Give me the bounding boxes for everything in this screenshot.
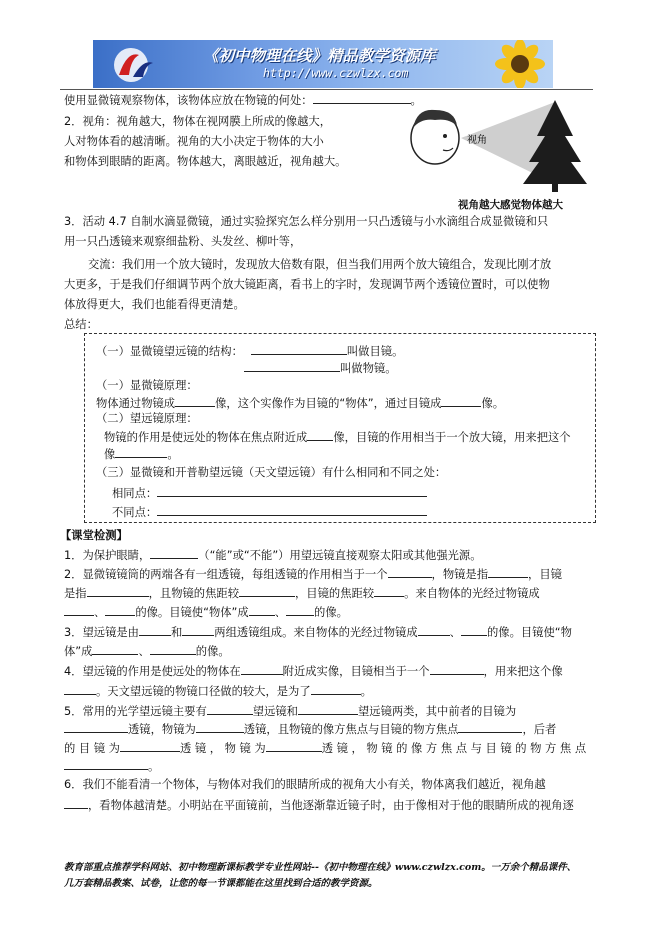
header-divider xyxy=(60,89,593,90)
answer-blank[interactable] xyxy=(175,395,215,407)
answer-blank[interactable] xyxy=(374,585,404,597)
answer-blank[interactable] xyxy=(298,703,358,715)
answer-blank[interactable] xyxy=(266,740,322,752)
answer-blank[interactable] xyxy=(458,721,522,733)
answer-blank[interactable] xyxy=(64,758,148,770)
quiz-q4-line2: 。天文望远镜的物镜口径做的较大，是为了 。 xyxy=(64,683,372,699)
answer-blank[interactable] xyxy=(388,566,432,578)
item2-line2: 人对物体看的越清晰。视角的大小决定于物体的大小 xyxy=(64,135,324,148)
footer-line2: 几万套精品教案、试卷，让您的每一节课都能在这里找到合适的教学资源。 xyxy=(64,878,378,889)
exchange-line2: 大更多，于是我们仔细调节两个放大镜距离，看书上的字时，发现调节两个透镜位置时，可以使物 xyxy=(64,278,550,291)
quiz-q5-line1: 5．常用的光学望远镜主要有 望远镜和 望远镜两类，其中前者的目镜为 xyxy=(64,705,517,718)
summary-structure-2: 叫做物镜。 xyxy=(244,360,397,376)
item2-line1: 2．视角：视角越大，物体在视网膜上所成的像越大， xyxy=(64,115,332,128)
telescope-principle: 物镜的作用是使远处的物体在焦点附近成 像，目镜的作用相当于一个放大镜，用来把这个 xyxy=(104,431,571,444)
answer-blank[interactable] xyxy=(241,663,283,675)
item2-line3: 和物体到眼睛的距离。物体越大，离眼越近，视角越大。 xyxy=(64,155,347,168)
page-footer xyxy=(64,860,576,892)
diff-points: 不同点： xyxy=(112,504,427,520)
answer-blank[interactable] xyxy=(418,624,450,636)
answer-blank[interactable] xyxy=(441,395,481,407)
telescope-principle-2: 像 。 xyxy=(104,448,179,461)
compare-title: （三）显微镜和开普勒望远镜（天文望远镜）有什么相同和不同之处： xyxy=(96,466,447,479)
item3-line2: 用一只凸透镜来观察细盐粉、头发丝、柳叶等， xyxy=(64,235,302,248)
answer-blank[interactable] xyxy=(488,566,528,578)
summary-label: 总结： xyxy=(64,318,98,331)
quiz-q5-line4: 。 xyxy=(64,758,159,774)
answer-blank[interactable] xyxy=(207,703,253,715)
answer-blank[interactable] xyxy=(251,343,347,355)
answer-blank[interactable] xyxy=(157,485,427,497)
answer-blank[interactable] xyxy=(64,797,88,809)
answer-blank[interactable] xyxy=(249,604,275,616)
answer-blank[interactable] xyxy=(239,585,295,597)
quiz-q5-line2: 透镜，物镜为 透镜，且物镜的像方焦点与目镜的物方焦点 ，后者 xyxy=(64,721,556,737)
answer-blank[interactable] xyxy=(64,683,96,695)
figure-caption: 视角越大感觉物体越大 xyxy=(458,199,563,211)
answer-blank[interactable] xyxy=(64,604,94,616)
answer-blank[interactable] xyxy=(196,721,244,733)
answer-blank[interactable] xyxy=(150,547,198,559)
microscope-principle-title: （一）显微镜原理： xyxy=(96,379,198,392)
answer-blank[interactable] xyxy=(461,624,487,636)
quiz-q3-line1: 3．望远镜是由 和 两组透镜组成。来自物体的光经过物镜成 、 的像。目镜使“物 xyxy=(64,626,572,639)
quiz-q2-line2: 是指 ，且物镜的焦距较 ，目镜的焦距较 。来自物体的光经过物镜成 xyxy=(64,587,540,600)
answer-blank[interactable] xyxy=(87,585,149,597)
microscope-principle: 物体通过物镜成 像，这个实像作为目镜的“物体”，通过目镜成 像。 xyxy=(96,397,505,410)
visual-angle-figure xyxy=(405,96,590,196)
quiz-q4-line1: 4．望远镜的作用是使远处的物体在 附近成实像，目镜相当于一个 ，用来把这个像 xyxy=(64,665,563,678)
answer-blank[interactable] xyxy=(286,604,314,616)
quiz-q1: 1．为保护眼睛， （“能”或“不能”）用望远镜直接观察太阳或其他强光源。 xyxy=(64,549,482,562)
summary-structure: （一）显微镜望远镜的结构： 叫做目镜。 xyxy=(96,345,404,358)
quiz-q5-line3: 的 目 镜 为 透 镜 ， 物 镜 为 透 镜 ， 物 镜 的 像 方 焦 点 与 目 镜 的 物 方 焦 点 xyxy=(64,742,587,755)
answer-blank[interactable] xyxy=(182,624,214,636)
answer-blank[interactable] xyxy=(139,624,171,636)
intro-line: 使用显微镜观察物体，该物体应放在物镜的何处： 。 xyxy=(64,94,422,107)
answer-blank[interactable] xyxy=(311,683,361,695)
quiz-title: 【课堂检测】 xyxy=(60,529,128,542)
header-banner xyxy=(93,40,553,88)
same-points: 相同点： xyxy=(112,485,427,501)
sunflower-image xyxy=(488,40,553,88)
footer-line1: 教育部重点推荐学科网站、初中物理新课标教学专业性网站--《初中物理在线》www.czwlzx.com。一万余个精品课件、 xyxy=(64,862,577,873)
telescope-principle-title: （二）望远镜原理： xyxy=(96,412,198,425)
answer-blank[interactable] xyxy=(157,504,427,516)
exchange-line1: 交流：我们用一个放大镜时，发现放大倍数有限，但当我们用两个放大镜组合，发现比刚才放 xyxy=(88,258,552,271)
quiz-q3-line2: 体”成 、 的像。 xyxy=(64,645,230,658)
answer-blank[interactable] xyxy=(244,360,340,372)
answer-blank[interactable] xyxy=(115,446,167,458)
answer-blank[interactable] xyxy=(64,721,128,733)
answer-blank[interactable] xyxy=(307,429,333,441)
logo-icon xyxy=(109,45,169,85)
answer-blank[interactable] xyxy=(120,740,180,752)
answer-blank[interactable] xyxy=(150,643,196,655)
quiz-q6-line2: ，看物体越清楚。小明站在平面镜前，当他逐渐靠近镜子时，由于像相对于他的眼睛所成的视角逐 xyxy=(64,797,574,813)
exchange-line3: 体放得更大，我们也能看得更清楚。 xyxy=(64,298,245,311)
answer-blank[interactable] xyxy=(105,604,135,616)
angle-label: 视角 xyxy=(467,135,487,146)
answer-blank[interactable] xyxy=(430,663,484,675)
banner-title: 《初中物理在线》精品教学资源库 xyxy=(203,46,436,65)
item3-line1: 3．活动 4.7 自制水滴显微镜，通过实验探究怎么样分别用一只凸透镜与小水滴组合成显微镜和只 xyxy=(64,215,549,228)
quiz-q2-line3: 、 的像。目镜使“物体”成 、 的像。 xyxy=(64,604,348,620)
banner-url: http://www.czwlzx.com xyxy=(263,66,409,80)
answer-blank[interactable] xyxy=(313,92,411,104)
answer-blank[interactable] xyxy=(92,643,138,655)
quiz-q6-line1: 6．我们不能看清一个物体，与物体对我们的眼睛所成的视角大小有关，物体离我们越近，视角越 xyxy=(64,778,546,791)
quiz-q2-line1: 2．显微镜镜筒的两端各有一组透镜，每组透镜的作用相当于一个 ，物镜是指 ，目镜 xyxy=(64,568,562,581)
